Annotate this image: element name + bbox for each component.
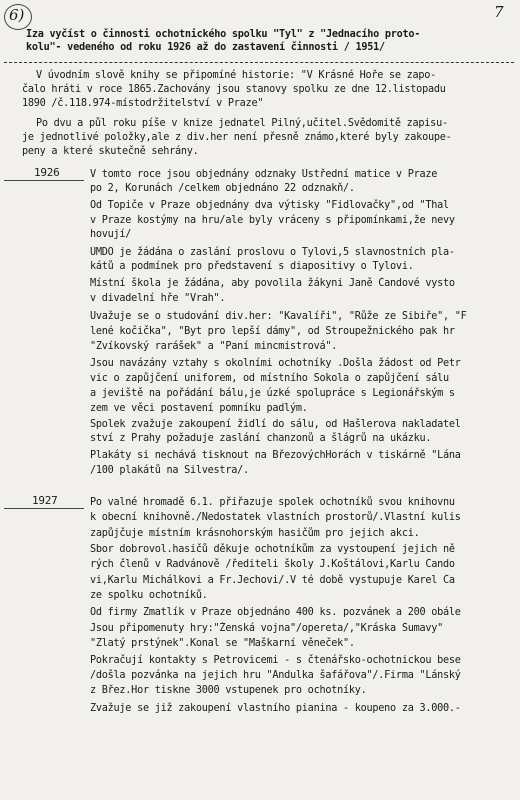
entry-1927-line: Po valné hromadě 6.1. přiřazuje spolek ochotníků svou knihovnu bbox=[90, 497, 455, 508]
entry-1926-line: ství z Prahy požaduje zaslání chanzonů a šlágrů na ukázku. bbox=[90, 433, 432, 444]
entry-1927-line: "Zlatý prstýnek".Konal se "Maškarní věneček". bbox=[90, 638, 355, 649]
entry-1926-line: Plakáty si nechává tisknout na BřezovýchHorách v tiskárně "Lána bbox=[90, 450, 461, 461]
heading-line-2: kolu"- vedeného od roku 1926 až do zastavení činnosti / 1951/ bbox=[26, 42, 385, 53]
entry-1926-line: vic o zapůjčení uniforem, od místního Sokola o zapůjčení sálu bbox=[90, 373, 449, 384]
entry-1927-line: Sbor dobrovol.hasičů děkuje ochotníkům za vystoupení jejich ně bbox=[90, 544, 455, 555]
entry-1926-line: a jeviště na pořádání bálu,je úzké spolupráce s Legionářským s bbox=[90, 388, 455, 399]
entry-1927-line: z Břez.Hor tiskne 3000 vstupenek pro ochotníky. bbox=[90, 685, 367, 696]
intro-line: 1890 /č.118.974-místodržitelství v Praze" bbox=[22, 98, 264, 109]
entry-1926-line: Jsou navázány vztahy s okolními ochotníky .Došla žádost od Petr bbox=[90, 358, 461, 369]
year-heading-1926: 1926 bbox=[34, 166, 60, 179]
entry-1927-line: k obecní knihovně./Nedostatek vlastních prostorů/.Vlastní kulis bbox=[90, 512, 461, 523]
year-underline-1927 bbox=[4, 508, 84, 509]
entry-1926-line: v divadelní hře "Vrah". bbox=[90, 293, 226, 304]
year-heading-1927: 1927 bbox=[32, 494, 58, 507]
intro-line: V úvodním slově knihy se připomíné historie: "V Krásné Hoře se zapo- bbox=[36, 70, 437, 81]
entry-1926-line: po 2, Korunách /celkem objednáno 22 odznakň/. bbox=[90, 183, 355, 194]
entry-1926-line: V tomto roce jsou objednány odznaky Ústřední matice v Praze bbox=[90, 169, 438, 180]
entry-1927-line: /došla pozvánka na jejich hru "Andulka šafářova"/.Firma "Lánský bbox=[90, 670, 461, 681]
page-number-right: 7 bbox=[494, 3, 504, 21]
entry-1926-line: Spolek zvažuje zakoupení židlí do sálu, od Hašlerova nakladatel bbox=[90, 419, 461, 430]
entry-1926-line: v Praze kostýmy na hru/ale byly vráceny s připomínkami,že nevy bbox=[90, 215, 455, 226]
heading-line-1: Iza vyčíst o činnosti ochotnického spolku "Tyl" z "Jednacího proto- bbox=[26, 29, 421, 40]
entry-1926-line: kátů a podmínek pro představení s diapositivy o Tylovi. bbox=[90, 261, 414, 272]
intro-line: peny a které skutečně sehrány. bbox=[22, 146, 199, 157]
entry-1926-line: Od Topiče v Praze objednány dva výtisky "Fidlovačky",od "Thal bbox=[90, 200, 449, 211]
entry-1927-line: Zvažuje se již zakoupení vlastního pianina - koupeno za 3.000.- bbox=[90, 703, 461, 714]
heading-divider bbox=[4, 62, 514, 63]
entry-1926-line: Uvažuje se o studování div.her: "Kavalíři", "Růže ze Sibiře", "F bbox=[90, 311, 467, 322]
entry-1927-line: zapůjčuje místním krásnohorským hasičům pro jejich akci. bbox=[90, 528, 420, 539]
entry-1927-line: Jsou připomenuty hry:"Ženská vojna"/opereta/,"Kráska Šumavy" bbox=[90, 623, 444, 634]
entry-1927-line: Pokračují kontakty s Petrovicemi - s čtenářsko-ochotnickou bese bbox=[90, 655, 461, 666]
year-underline-1926 bbox=[4, 180, 84, 181]
entry-1926-line: ÚMDO je žádána o zaslání proslovu o Tylovi,5 slavnostních pla- bbox=[90, 247, 455, 258]
page-number-left: 6) bbox=[9, 6, 25, 24]
entry-1926-line: lené kočička", "Byt pro lepší dámy", od Stroupežnického pak hr bbox=[90, 326, 455, 337]
entry-1926-line: "Zvíkovský rarášek" a "Paní mincmistrová". bbox=[90, 341, 338, 352]
entry-1926-line: Místní škola je žádána, aby povolila žákyni Janě Čandové vysto bbox=[90, 278, 455, 289]
intro-line: čalo hráti v roce 1865.Zachovány jsou stanovy spolku ze dne 12.listopadu bbox=[22, 84, 446, 95]
entry-1927-line: rých členů v Radvánově /řediteli školy J.Koštálovi,Karlu Čando bbox=[90, 559, 455, 570]
entry-1926-line: hovují/ bbox=[90, 229, 132, 240]
entry-1926-line: /100 plakátů na Silvestra/. bbox=[90, 465, 249, 476]
entry-1927-line: vi,Karlu Michálkovi a Fr.Jechovi/.V té době vystupuje Karel Ča bbox=[90, 575, 455, 586]
intro-line: Po dvu a půl roku píše v knize jednatel Pilný,učitel.Svědomitě zapisu- bbox=[36, 118, 448, 129]
intro-line: je jednotlivé položky,ale z div.her není přesně známo,které byly zakoupe- bbox=[22, 132, 452, 143]
entry-1927-line: Od firmy Zmatlík v Praze objednáno 400 ks. pozvánek a 200 obále bbox=[90, 607, 461, 618]
entry-1926-line: zem ve věci postavení pomníku padlým. bbox=[90, 403, 308, 414]
entry-1927-line: ze spolku ochotníků. bbox=[90, 590, 208, 601]
